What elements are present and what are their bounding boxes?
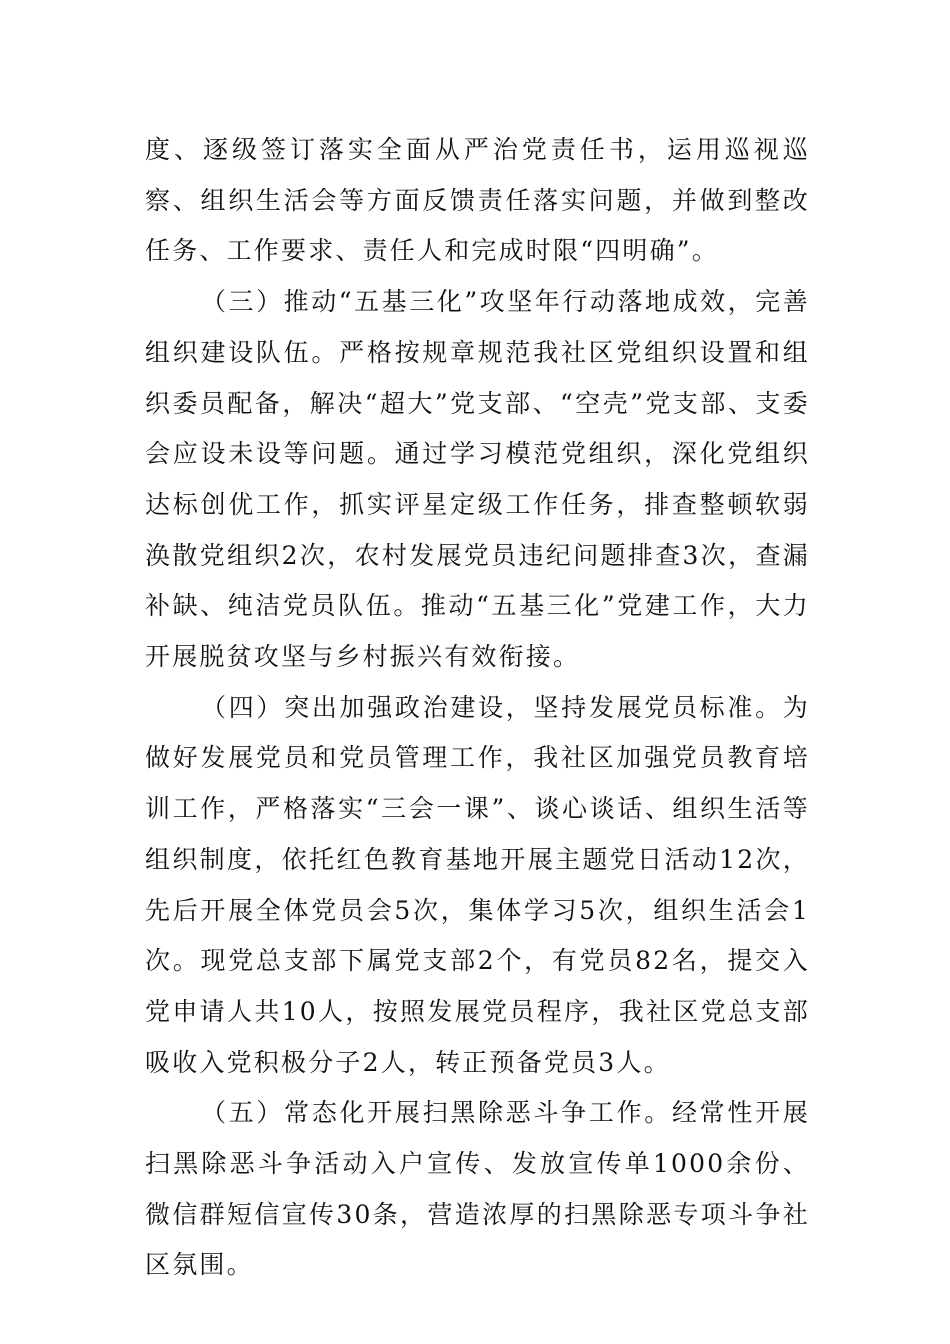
paragraph-section-three: （三）推动“五基三化”攻坚年行动落地成效，完善组织建设队伍。严格按规章规范我社区党组织设置和组织委员配备，解决“超大”党支部、“空壳”党支部、支委会应设未设等问题。通过学习模范党组织，深化党组织达标创优工作，抓实评星定级工作任务，排查整顿软弱涣散党组织2次，农村发展党员违纪问题排查3次，查漏补缺、纯洁党员队伍。推动“五基三化”党建工作，大力开展脱贫攻坚与乡村振兴有效衔接。 xyxy=(145,287,810,672)
document-body xyxy=(145,125,810,1291)
paragraph-section-five: （五）常态化开展扫黑除恶斗争工作。经常性开展扫黑除恶斗争活动入户宣传、发放宣传单1000余份、微信群短信宣传30条，营造浓厚的扫黑除恶专项斗争社区氛围。 xyxy=(145,1098,810,1280)
paragraph-continuation: 度、逐级签订落实全面从严治党责任书，运用巡视巡察、组织生活会等方面反馈责任落实问题，并做到整改任务、工作要求、责任人和完成时限“四明确”。 xyxy=(145,135,810,266)
paragraph-section-four: （四）突出加强政治建设，坚持发展党员标准。为做好发展党员和党员管理工作，我社区加强党员教育培训工作，严格落实“三会一课”、谈心谈话、组织生活等组织制度，依托红色教育基地开展主题党日活动12次，先后开展全体党员会5次，集体学习5次，组织生活会1次。现党总支部下属党支部2个，有党员82名，提交入党申请人共10人，按照发展党员程序，我社区党总支部吸收入党积极分子2人，转正预备党员3人。 xyxy=(145,692,810,1077)
